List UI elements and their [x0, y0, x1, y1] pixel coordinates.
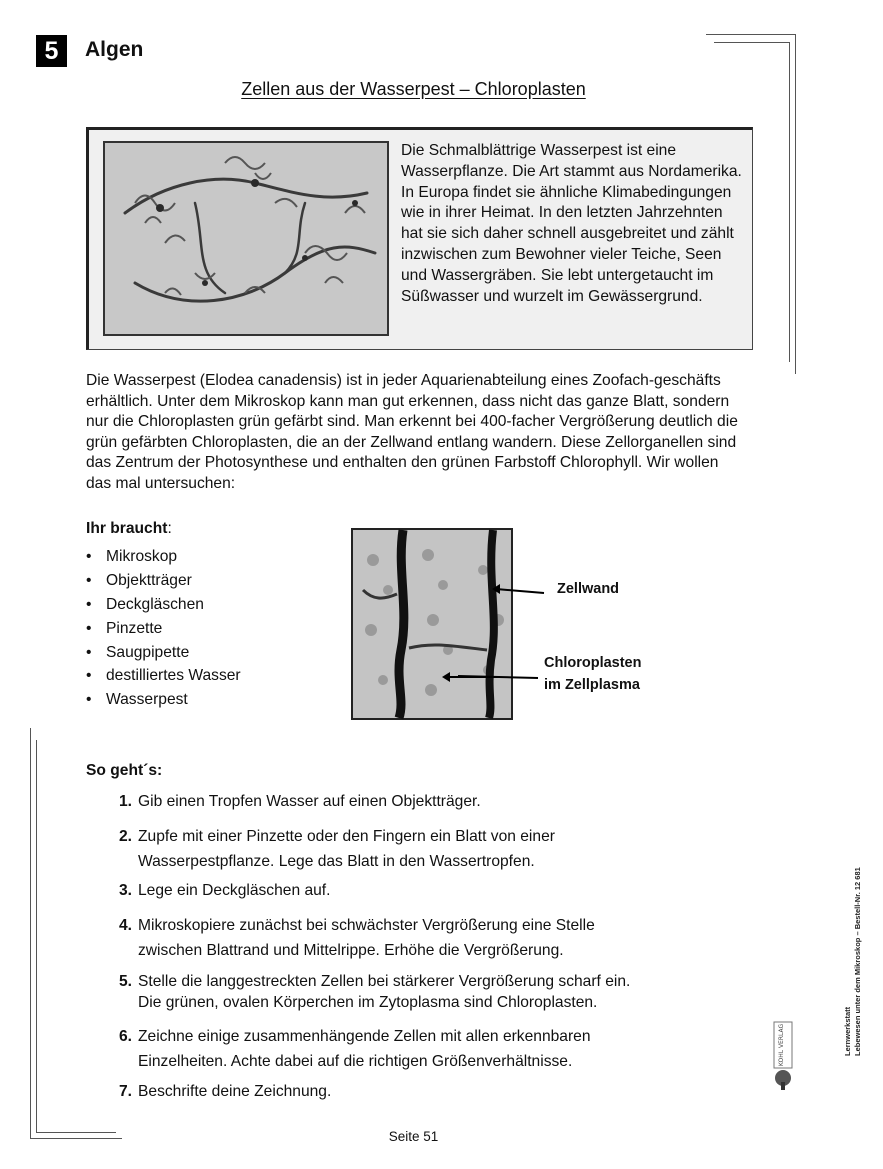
list-item — [86, 642, 241, 666]
bullet: • — [86, 667, 92, 685]
waterweed-photo — [103, 141, 389, 336]
step-number: 2. — [118, 828, 132, 845]
step-3 — [116, 881, 716, 901]
step-5 — [116, 971, 716, 1013]
publisher-name: KOHL VERLAG — [778, 1023, 785, 1067]
frame-line-left-2 — [36, 740, 37, 1132]
step-number: 7. — [118, 1083, 132, 1100]
frame-line-left — [30, 728, 31, 1138]
bullet: • — [86, 548, 92, 565]
step-text-line2: Einzelheiten. Achte dabei auf die richtigen Größenverhältnisse. — [138, 1053, 573, 1070]
page-number: Seite 51 — [388, 1129, 439, 1144]
list-item-text: Deckgläschen — [106, 595, 204, 613]
tree-logo-icon — [770, 1020, 796, 1090]
label-chloroplasts-line1: Chloroplasten — [544, 655, 642, 671]
chapter-number-badge: 5 — [36, 35, 67, 67]
step-4 — [116, 913, 716, 963]
list-item — [86, 689, 241, 713]
bullet: • — [86, 643, 92, 661]
materials-heading-label: Ihr braucht — [86, 520, 168, 537]
bullet: • — [86, 571, 92, 589]
list-item-text: Pinzette — [106, 619, 163, 637]
step-text-line1: Zupfe mit einer Pinzette oder den Fingern ein Blatt von einer — [138, 828, 555, 845]
waterweed-illustration — [105, 143, 387, 334]
list-item — [86, 594, 241, 618]
bullet: • — [86, 595, 92, 613]
step-number: 1. — [118, 793, 132, 810]
list-item — [86, 546, 241, 570]
publisher-logo — [770, 1020, 796, 1090]
step-text-line1: Mikroskopiere zunächst bei schwächster Vergrößerung eine Stelle — [138, 917, 595, 934]
step-text: Gib einen Tropfen Wasser auf einen Objektträger. — [138, 793, 481, 810]
side-info-title: Lernwerkstatt — [843, 1006, 852, 1056]
list-item-text: destilliertes Wasser — [106, 667, 241, 685]
step-text: Lege ein Deckgläschen auf. — [138, 882, 331, 899]
list-item — [86, 618, 241, 642]
list-item — [86, 665, 241, 689]
frame-line-top-right-2 — [714, 42, 790, 43]
step-number: 3. — [118, 882, 132, 899]
materials-heading-colon: : — [167, 520, 172, 537]
step-number: 5. — [118, 973, 132, 990]
list-item — [86, 570, 241, 594]
step-text-line2: Die grünen, ovalen Körperchen im Zytoplasma sind Chloroplasten. — [138, 994, 598, 1011]
step-text-line2: zwischen Blattrand und Mittelrippe. Erhöhe die Vergrößerung. — [138, 942, 564, 959]
step-text-line1: Zeichne einige zusammenhängende Zellen mit allen erkennbaren — [138, 1028, 591, 1045]
materials-list — [86, 546, 241, 713]
step-text: Beschrifte deine Zeichnung. — [138, 1083, 332, 1100]
list-item-text: Mikroskop — [106, 548, 178, 565]
step-text-line1: Stelle die langgestreckten Zellen bei stärkerer Vergrößerung scharf ein. — [138, 973, 631, 990]
materials-heading — [86, 520, 172, 538]
chapter-title: Algen — [85, 38, 144, 61]
side-publisher-info — [843, 796, 883, 1056]
label-cell-wall: Zellwand — [557, 581, 620, 597]
step-text-line2: Wasserpestpflanze. Lege das Blatt in den Wassertropfen. — [138, 853, 535, 870]
bullet: • — [86, 691, 92, 709]
step-6 — [116, 1024, 716, 1074]
label-chloroplasts — [544, 652, 641, 696]
list-item-text: Objektträger — [106, 571, 192, 589]
list-item-text: Wasserpest — [106, 691, 188, 709]
frame-line-top-right — [706, 34, 796, 35]
chloroplast-arrow — [440, 670, 500, 686]
step-2 — [116, 824, 716, 874]
steps-heading: So geht´s: — [86, 762, 163, 779]
list-item-text: Saugpipette — [106, 643, 190, 661]
page-heading: Zellen aus der Wasserpest – Chloroplasten — [241, 79, 586, 99]
label-chloroplasts-line2: im Zellplasma — [544, 677, 640, 693]
body-paragraph: Die Wasserpest (Elodea canadensis) ist in jeder Aquarienabteilung eines Zoofach-geschäfts erhältlich. Unter dem Mikroskop kann man gut erkennen, dass nicht das ganze Blatt, sondern nur die Chloroplasten grün gefärbt sind. Man erkennt bei 400-facher Vergrößerung deutlich die grün gefärbten Chloroplasten, die an der Zellwand entlang wandern. Diese Zellorganellen sind das Zentrum der Photosynthese und enthalten den grünen Farbstoff Chlorophyll. Wir wollen das mal untersuchen: — [86, 372, 738, 492]
bullet: • — [86, 619, 92, 637]
side-info-subtitle: Lebewesen unter dem Mikroskop – Bestell-Nr. 12 681 — [853, 867, 862, 1056]
step-1 — [116, 792, 716, 812]
step-number: 4. — [118, 917, 132, 934]
step-number: 6. — [118, 1028, 132, 1045]
intro-text: Die Schmalblättrige Wasserpest ist eine Wasserpflanze. Die Art stammt aus Nordamerika. In Europa findet sie ähnliche Klimabedingungen wie in ihrer Heimat. In den letzten Jahrzehnten hat sie sich daher schnell ausgebreitet und zählt inzwischen zum Bewohner vieler Teiche, Seen und Wassergräben. Sie lebt untergetaucht im Süßwasser und wurzelt im Gewässergrund. — [401, 142, 742, 305]
step-7 — [116, 1082, 716, 1102]
